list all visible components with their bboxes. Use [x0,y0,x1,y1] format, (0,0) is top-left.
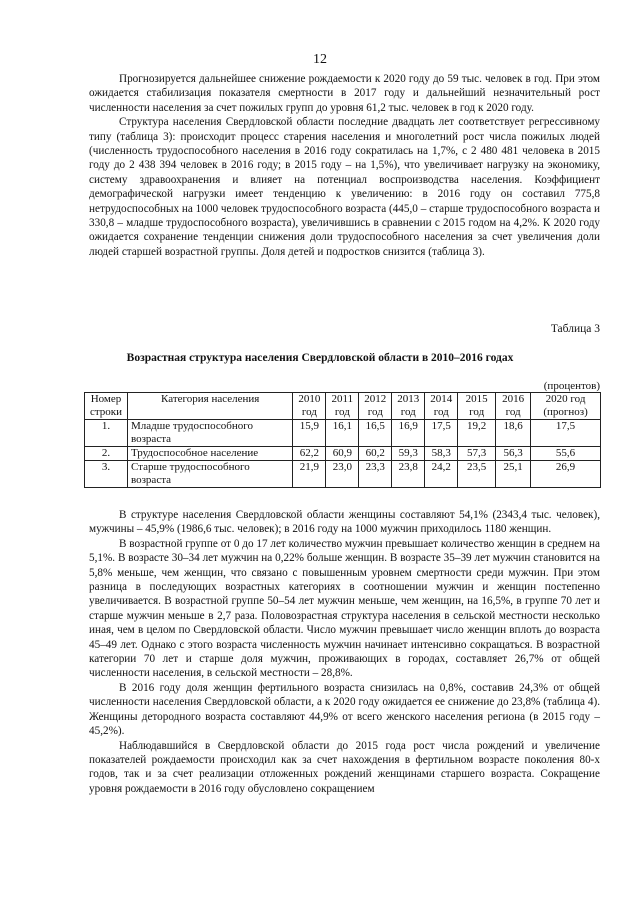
cell-value: 25,1 [496,461,531,488]
header-category: Категория населения [127,393,292,420]
header-year: 2014 год [425,393,458,420]
intro-text [89,72,600,259]
table-row [85,447,601,461]
row-category: Трудоспособное население [127,447,292,461]
cell-value: 62,2 [293,447,326,461]
cell-value: 17,5 [531,420,601,447]
cell-value: 55,6 [531,447,601,461]
cell-value: 16,5 [359,420,392,447]
paragraph-gender-ratio: В структуре населения Свердловской области женщины составляют 54,1% (2343,4 тыс. человек), мужчины – 45,9% (1986,6 тыс. человек); в 2016 году на 1000 мужчин приходилось 1180 женщин. [89,509,600,536]
cell-value: 23,5 [458,461,496,488]
cell-value: 58,3 [425,447,458,461]
cell-value: 19,2 [458,420,496,447]
cell-value: 16,9 [392,420,425,447]
cell-value: 59,3 [392,447,425,461]
header-year: 2011 год [326,393,359,420]
table-row [85,420,601,447]
row-num: 2. [85,447,128,461]
table-header-row [85,393,601,420]
cell-value: 17,5 [425,420,458,447]
cell-value: 23,8 [392,461,425,488]
cell-value: 60,2 [359,447,392,461]
age-structure-table [84,392,601,488]
header-year: 2015 год [458,393,496,420]
cell-value: 56,3 [496,447,531,461]
paragraph-population-structure: Структура населения Свердловской области последние двадцать лет соответствует регрессивному типу (таблица 3): происходит процесс старения населения и многолетний рост числа пожилых людей (численность трудоспособного населения в 2016 году сократилась на 1,7%, с 2 480 481 человека в 2015 году до 2 438 394 человек в 2016 году; в 2015 году – на 1,5%), что увеличивает нагрузку на экономику, систему здравоохранения и влияет на потенциал воспроизводства населения. Коэффициент демографической нагрузки имеет тенденцию к увеличению: в 2016 году он составил 775,8 нетрудоспособных на 1000 человек трудоспособного возраста (445,0 – старше трудоспособного возраста и 330,8 – младше трудоспособного возраста), увеличившись в сравнении с 2015 годом на 4,2%. К 2020 году ожидается сохранение тенденции снижения доли трудоспособного населения за счет увеличения доли людей старшей возрастной группы. Доля детей и подростков снизится (таблица 3). [89,116,600,258]
header-num: Номер строки [85,393,128,420]
row-num: 3. [85,461,128,488]
header-year: 2016 год [496,393,531,420]
cell-value: 23,3 [359,461,392,488]
cell-value: 60,9 [326,447,359,461]
table-label: Таблица 3 [550,323,600,335]
header-year: 2013 год [392,393,425,420]
cell-value: 21,9 [293,461,326,488]
cell-value: 23,0 [326,461,359,488]
header-year: 2010 год [293,393,326,420]
table-row [85,461,601,488]
body-text [89,508,600,796]
cell-value: 15,9 [293,420,326,447]
cell-value: 57,3 [458,447,496,461]
paragraph-birth-rate: Наблюдавшийся в Свердловской области до 2015 года рост числа рождений и увеличение показателей рождаемости происходил как за счет нахождения в фертильном возрасте поколения 80-х годов, так и за счет реализации отложенных рождений женщинами старшего возраста. Сокращение уровня рождаемости в 2016 году обусловлено сокращением [89,739,600,795]
page-number: 12 [313,52,327,67]
row-category: Младше трудоспособного возраста [127,420,292,447]
table-title: Возрастная структура населения Свердловской области в 2010–2016 годах [126,352,514,364]
paragraph-fertile-women: В 2016 году доля женщин фертильного возраста снизилась на 0,8%, составив 24,3% от общей численности населения Свердловской области, а к 2020 году ожидается ее снижение до 23,8% (таблица 4). Женщины детородного возраста составляют 44,9% от всего женского населения региона (в 2015 году – 45,2%). [89,681,600,738]
header-year: 2012 год [359,393,392,420]
row-num: 1. [85,420,128,447]
header-year-forecast: 2020 год (прогноз) [531,393,601,420]
cell-value: 18,6 [496,420,531,447]
row-category: Старше трудоспособного возраста [127,461,292,488]
table-unit: (процентов) [543,380,600,392]
cell-value: 24,2 [425,461,458,488]
paragraph-age-groups: В возрастной группе от 0 до 17 лет количество мужчин превышает количество женщин в среднем на 5,1%. В возрасте 30–34 лет мужчин на 0,22% больше женщин. В возрасте 35–39 лет мужчин становится на 5,8% меньше, чем женщин, что связано с повышенным уровнем смертности среди мужчин. При этом разница в последующих возрастных категориях в соотношении мужчин и женщин постепенно увеличивается. В возрастной группе 50–54 лет мужчин меньше, чем женщин, на 16,5%, в группе 70 лет и старше мужчин меньше в 2,7 раза. Половозрастная структура населения в сельской местности несколько иная, чем в целом по Свердловской области. Число мужчин превышает число женщин вплоть до возраста 45–49 лет. Однако с этого возраста численность мужчин начинает интенсивно сокращаться. В возрастной категории 70 лет и старше доля мужчин, проживающих в городах, составляет 26,7% от общей численности населения, в сельской местности – 28,8%. [89,537,600,680]
paragraph-birth-forecast: Прогнозируется дальнейшее снижение рождаемости к 2020 году до 59 тыс. человек в год. При этом ожидается стабилизация показателя смертности в 2017 году и дальнейший незначительный рост численности населения за счет пожилых групп до уровня 61,2 тыс. человек в год к 2020 году. [89,73,600,114]
cell-value: 16,1 [326,420,359,447]
cell-value: 26,9 [531,461,601,488]
